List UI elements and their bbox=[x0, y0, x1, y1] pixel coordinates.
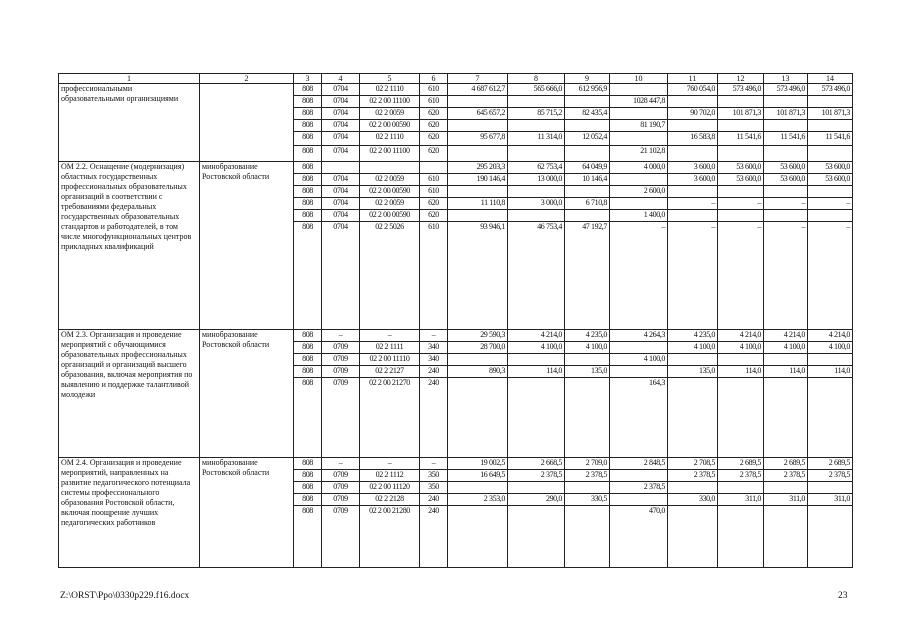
cell bbox=[508, 120, 565, 132]
cell: 311,0 bbox=[808, 494, 853, 506]
cell bbox=[448, 186, 508, 198]
cell: – bbox=[668, 198, 718, 210]
cell bbox=[610, 198, 668, 210]
cell: 760 054,0 bbox=[668, 84, 718, 96]
cell: 16 583,8 bbox=[668, 132, 718, 146]
cell bbox=[718, 354, 764, 366]
cell: 0704 bbox=[322, 174, 360, 186]
cell: 02 2 2128 bbox=[360, 494, 420, 506]
cell: 890,3 bbox=[448, 366, 508, 378]
cell bbox=[718, 378, 764, 458]
cell bbox=[448, 120, 508, 132]
cell: – bbox=[610, 222, 668, 330]
cell: 02 2 1111 bbox=[360, 342, 420, 354]
measure-name: профессиональными образовательными организациями bbox=[59, 84, 200, 162]
cell bbox=[508, 482, 565, 494]
cell bbox=[718, 482, 764, 494]
cell: 4 214,0 bbox=[718, 330, 764, 342]
cell bbox=[668, 482, 718, 494]
cell bbox=[764, 482, 808, 494]
cell bbox=[565, 506, 610, 568]
cell: 190 146,4 bbox=[448, 174, 508, 186]
cell: 620 bbox=[420, 198, 448, 210]
cell: – bbox=[764, 198, 808, 210]
cell bbox=[448, 354, 508, 366]
cell bbox=[808, 186, 853, 198]
cell: 114,0 bbox=[508, 366, 565, 378]
executor: минобразование Ростовской области bbox=[200, 458, 294, 568]
cell: 02 2 1110 bbox=[360, 84, 420, 96]
cell: 11 541,6 bbox=[718, 132, 764, 146]
cell: 808 bbox=[294, 174, 322, 186]
cell: – bbox=[322, 330, 360, 342]
cell: – bbox=[808, 198, 853, 210]
cell: 53 600,0 bbox=[718, 162, 764, 174]
cell: 16 649,5 bbox=[448, 470, 508, 482]
cell bbox=[448, 96, 508, 108]
cell: 620 bbox=[420, 210, 448, 222]
cell: 2 378,5 bbox=[808, 470, 853, 482]
cell: 2 378,5 bbox=[764, 470, 808, 482]
cell: 0709 bbox=[322, 378, 360, 458]
cell: 808 bbox=[294, 198, 322, 210]
cell: 2 689,5 bbox=[764, 458, 808, 470]
cell bbox=[668, 186, 718, 198]
cell bbox=[764, 506, 808, 568]
cell: 135,0 bbox=[565, 366, 610, 378]
column-header: 14 bbox=[808, 74, 853, 84]
cell bbox=[718, 146, 764, 162]
executor: минобразование Ростовской области bbox=[200, 162, 294, 330]
cell: 573 496,0 bbox=[718, 84, 764, 96]
cell: 3 600,0 bbox=[668, 162, 718, 174]
cell: 164,3 bbox=[610, 378, 668, 458]
cell bbox=[808, 378, 853, 458]
cell bbox=[764, 354, 808, 366]
cell: 82 435,4 bbox=[565, 108, 610, 120]
cell: 4 235,0 bbox=[668, 330, 718, 342]
cell bbox=[764, 210, 808, 222]
cell: 808 bbox=[294, 482, 322, 494]
cell: 2 378,5 bbox=[668, 470, 718, 482]
cell: 11 541,6 bbox=[808, 132, 853, 146]
cell: 0704 bbox=[322, 198, 360, 210]
cell: 02 2 00 21280 bbox=[360, 506, 420, 568]
cell bbox=[420, 162, 448, 174]
cell: 808 bbox=[294, 146, 322, 162]
cell: 2 848,5 bbox=[610, 458, 668, 470]
cell: 610 bbox=[420, 84, 448, 96]
measure-name: ОМ 2.3. Организация и проведение мероприятий с обучающимися образовательных профессиональных организаций и организаций высшего образования, включая мероприятия по выявлению и поддержке талантливой молодежи bbox=[59, 330, 200, 458]
cell bbox=[668, 120, 718, 132]
cell: 0704 bbox=[322, 186, 360, 198]
cell: 0709 bbox=[322, 342, 360, 354]
cell bbox=[448, 378, 508, 458]
cell: 11 314,0 bbox=[508, 132, 565, 146]
cell: 340 bbox=[420, 342, 448, 354]
cell: – bbox=[668, 222, 718, 330]
cell bbox=[610, 342, 668, 354]
cell bbox=[718, 186, 764, 198]
cell bbox=[764, 146, 808, 162]
cell: 101 871,3 bbox=[718, 108, 764, 120]
executor bbox=[200, 84, 294, 162]
cell: 02 2 00 00590 bbox=[360, 210, 420, 222]
cell bbox=[764, 186, 808, 198]
column-header: 2 bbox=[200, 74, 294, 84]
cell: 19 002,5 bbox=[448, 458, 508, 470]
cell: 0709 bbox=[322, 470, 360, 482]
measure-name: ОМ 2.2. Оснащение (модернизация) областных государственных профессиональных образовательных организаций в соответствии с требованиями федеральных государственных образовательных стандартов и работодателей, в том числе многофункциональных центров прикладных квалификаций bbox=[59, 162, 200, 330]
cell: 610 bbox=[420, 222, 448, 330]
cell bbox=[610, 132, 668, 146]
cell bbox=[565, 96, 610, 108]
cell: 1 400,0 bbox=[610, 210, 668, 222]
cell: 02 2 00 00590 bbox=[360, 186, 420, 198]
cell: – bbox=[764, 222, 808, 330]
cell bbox=[508, 186, 565, 198]
cell: 02 2 2127 bbox=[360, 366, 420, 378]
cell: 4 214,0 bbox=[764, 330, 808, 342]
cell bbox=[610, 84, 668, 96]
cell bbox=[764, 378, 808, 458]
cell: 620 bbox=[420, 132, 448, 146]
cell: 620 bbox=[420, 120, 448, 132]
column-header: 1 bbox=[59, 74, 200, 84]
cell: 4 214,0 bbox=[508, 330, 565, 342]
cell: 240 bbox=[420, 378, 448, 458]
cell: 02 2 00 11120 bbox=[360, 482, 420, 494]
cell: 808 bbox=[294, 108, 322, 120]
cell: 808 bbox=[294, 96, 322, 108]
cell bbox=[360, 162, 420, 174]
cell: 2 378,5 bbox=[718, 470, 764, 482]
cell: 620 bbox=[420, 146, 448, 162]
cell: 02 2 1110 bbox=[360, 132, 420, 146]
cell: 350 bbox=[420, 482, 448, 494]
cell bbox=[508, 506, 565, 568]
cell: 0709 bbox=[322, 506, 360, 568]
cell: 1028 447,8 bbox=[610, 96, 668, 108]
cell: – bbox=[420, 330, 448, 342]
column-header: 9 bbox=[565, 74, 610, 84]
cell bbox=[448, 506, 508, 568]
cell: 645 657,2 bbox=[448, 108, 508, 120]
cell bbox=[610, 470, 668, 482]
cell: 12 052,4 bbox=[565, 132, 610, 146]
cell: 808 bbox=[294, 186, 322, 198]
cell: 4 100,0 bbox=[668, 342, 718, 354]
cell bbox=[322, 162, 360, 174]
cell: – bbox=[360, 458, 420, 470]
cell: 0709 bbox=[322, 354, 360, 366]
cell: 90 702,0 bbox=[668, 108, 718, 120]
cell: 610 bbox=[420, 174, 448, 186]
cell bbox=[610, 494, 668, 506]
cell: 64 049,9 bbox=[565, 162, 610, 174]
cell: 0704 bbox=[322, 210, 360, 222]
cell bbox=[808, 482, 853, 494]
column-header: 11 bbox=[668, 74, 718, 84]
cell: 47 192,7 bbox=[565, 222, 610, 330]
cell: 53 600,0 bbox=[764, 162, 808, 174]
cell bbox=[668, 210, 718, 222]
cell: 470,0 bbox=[610, 506, 668, 568]
cell: 0704 bbox=[322, 84, 360, 96]
column-header: 12 bbox=[718, 74, 764, 84]
column-header: 10 bbox=[610, 74, 668, 84]
table-row bbox=[59, 458, 853, 470]
cell: 114,0 bbox=[808, 366, 853, 378]
column-header: 7 bbox=[448, 74, 508, 84]
column-header: 5 bbox=[360, 74, 420, 84]
cell: 808 bbox=[294, 366, 322, 378]
cell: 612 956,9 bbox=[565, 84, 610, 96]
cell: 620 bbox=[420, 108, 448, 120]
cell: 53 600,0 bbox=[808, 174, 853, 186]
cell: – bbox=[718, 222, 764, 330]
cell: 2 353,0 bbox=[448, 494, 508, 506]
file-path: Z:\ORST\Ppo\0330p229.f16.docx bbox=[60, 591, 190, 601]
cell: 13 000,0 bbox=[508, 174, 565, 186]
table-row bbox=[59, 162, 853, 174]
cell: 4 235,0 bbox=[565, 330, 610, 342]
cell bbox=[808, 146, 853, 162]
cell: 4 264,3 bbox=[610, 330, 668, 342]
cell bbox=[808, 506, 853, 568]
column-header: 8 bbox=[508, 74, 565, 84]
cell: – bbox=[360, 330, 420, 342]
cell bbox=[808, 210, 853, 222]
cell: 53 600,0 bbox=[808, 162, 853, 174]
page-number: 23 bbox=[838, 591, 848, 601]
cell: 2 708,5 bbox=[668, 458, 718, 470]
cell bbox=[508, 378, 565, 458]
cell: 295 203,3 bbox=[448, 162, 508, 174]
cell bbox=[448, 482, 508, 494]
column-header: 13 bbox=[764, 74, 808, 84]
cell: 2 709,0 bbox=[565, 458, 610, 470]
cell: 808 bbox=[294, 470, 322, 482]
cell: 350 bbox=[420, 470, 448, 482]
cell: 28 700,0 bbox=[448, 342, 508, 354]
cell bbox=[718, 120, 764, 132]
cell: 02 2 00 21270 bbox=[360, 378, 420, 458]
cell: 0704 bbox=[322, 132, 360, 146]
cell: 4 100,0 bbox=[718, 342, 764, 354]
measure-name: ОМ 2.4. Организация и проведение мероприятий, направленных на развитие педагогического потенциала системы профессионального образования Ростовской области, включая поощрение лучших педагогических работников bbox=[59, 458, 200, 568]
table-row bbox=[59, 84, 853, 96]
cell: 565 666,0 bbox=[508, 84, 565, 96]
column-header: 4 bbox=[322, 74, 360, 84]
cell: 808 bbox=[294, 458, 322, 470]
cell: 0709 bbox=[322, 482, 360, 494]
cell bbox=[610, 174, 668, 186]
cell bbox=[565, 378, 610, 458]
cell: 4 687 612,7 bbox=[448, 84, 508, 96]
cell bbox=[668, 96, 718, 108]
cell: 2 689,5 bbox=[808, 458, 853, 470]
cell: 610 bbox=[420, 186, 448, 198]
cell: 808 bbox=[294, 330, 322, 342]
budget-table bbox=[58, 73, 853, 568]
cell: 0704 bbox=[322, 222, 360, 330]
cell bbox=[565, 120, 610, 132]
cell: – bbox=[718, 198, 764, 210]
cell: 808 bbox=[294, 342, 322, 354]
cell: 93 946,1 bbox=[448, 222, 508, 330]
cell bbox=[668, 146, 718, 162]
cell bbox=[808, 96, 853, 108]
cell: 2 378,5 bbox=[565, 470, 610, 482]
cell bbox=[448, 210, 508, 222]
cell: 02 2 00 00590 bbox=[360, 120, 420, 132]
cell bbox=[565, 186, 610, 198]
cell: 101 871,3 bbox=[808, 108, 853, 120]
cell bbox=[718, 96, 764, 108]
cell: 11 541,6 bbox=[764, 132, 808, 146]
cell: 808 bbox=[294, 494, 322, 506]
cell: 573 496,0 bbox=[764, 84, 808, 96]
cell bbox=[565, 354, 610, 366]
cell: 4 100,0 bbox=[808, 342, 853, 354]
column-header: 3 bbox=[294, 74, 322, 84]
cell: 4 100,0 bbox=[764, 342, 808, 354]
cell bbox=[764, 120, 808, 132]
cell bbox=[718, 506, 764, 568]
cell: 4 214,0 bbox=[808, 330, 853, 342]
cell: 02 2 0059 bbox=[360, 198, 420, 210]
cell: 0709 bbox=[322, 366, 360, 378]
cell: – bbox=[808, 222, 853, 330]
cell: 808 bbox=[294, 354, 322, 366]
table-header-row bbox=[59, 74, 853, 84]
cell: 2 668,5 bbox=[508, 458, 565, 470]
cell bbox=[610, 108, 668, 120]
cell: 02 2 00 11100 bbox=[360, 96, 420, 108]
cell: 2 689,5 bbox=[718, 458, 764, 470]
cell: 02 2 0059 bbox=[360, 108, 420, 120]
cell: 4 000,0 bbox=[610, 162, 668, 174]
cell: 808 bbox=[294, 162, 322, 174]
cell bbox=[508, 210, 565, 222]
cell: 808 bbox=[294, 222, 322, 330]
cell: 85 715,2 bbox=[508, 108, 565, 120]
column-header: 6 bbox=[420, 74, 448, 84]
cell: 95 677,8 bbox=[448, 132, 508, 146]
cell: 29 590,3 bbox=[448, 330, 508, 342]
cell: 02 2 1112 bbox=[360, 470, 420, 482]
cell: 290,0 bbox=[508, 494, 565, 506]
cell bbox=[668, 378, 718, 458]
cell: 808 bbox=[294, 378, 322, 458]
table-row bbox=[59, 330, 853, 342]
cell: 808 bbox=[294, 132, 322, 146]
cell: 2 378,5 bbox=[610, 482, 668, 494]
cell bbox=[808, 120, 853, 132]
cell: 3 600,0 bbox=[668, 174, 718, 186]
cell bbox=[764, 96, 808, 108]
cell: 53 600,0 bbox=[764, 174, 808, 186]
cell: 135,0 bbox=[668, 366, 718, 378]
cell: 81 190,7 bbox=[610, 120, 668, 132]
cell: 0704 bbox=[322, 96, 360, 108]
cell: 573 496,0 bbox=[808, 84, 853, 96]
cell: 21 102,8 bbox=[610, 146, 668, 162]
cell: 02 2 0059 bbox=[360, 174, 420, 186]
cell: 02 2 5026 bbox=[360, 222, 420, 330]
cell: 2 378,5 bbox=[508, 470, 565, 482]
cell: – bbox=[322, 458, 360, 470]
cell: 240 bbox=[420, 494, 448, 506]
cell: 240 bbox=[420, 366, 448, 378]
cell: 240 bbox=[420, 506, 448, 568]
cell: 0704 bbox=[322, 120, 360, 132]
cell: 101 871,3 bbox=[764, 108, 808, 120]
cell: – bbox=[420, 458, 448, 470]
cell: 62 753,4 bbox=[508, 162, 565, 174]
cell: 0704 bbox=[322, 108, 360, 120]
cell bbox=[610, 366, 668, 378]
cell: 311,0 bbox=[718, 494, 764, 506]
cell bbox=[565, 146, 610, 162]
cell: 311,0 bbox=[764, 494, 808, 506]
cell bbox=[718, 210, 764, 222]
cell bbox=[508, 354, 565, 366]
executor: минобразование Ростовской области bbox=[200, 330, 294, 458]
cell: 2 600,0 bbox=[610, 186, 668, 198]
cell: 808 bbox=[294, 210, 322, 222]
cell bbox=[668, 354, 718, 366]
cell: 6 710,8 bbox=[565, 198, 610, 210]
cell: 808 bbox=[294, 506, 322, 568]
cell: 808 bbox=[294, 120, 322, 132]
cell bbox=[508, 146, 565, 162]
cell: 330,5 bbox=[565, 494, 610, 506]
cell bbox=[448, 146, 508, 162]
cell bbox=[565, 210, 610, 222]
cell bbox=[565, 482, 610, 494]
cell: 610 bbox=[420, 96, 448, 108]
cell: 808 bbox=[294, 84, 322, 96]
cell: 10 146,4 bbox=[565, 174, 610, 186]
cell: 330,0 bbox=[668, 494, 718, 506]
cell: 114,0 bbox=[764, 366, 808, 378]
cell bbox=[668, 506, 718, 568]
cell: 02 2 00 11100 bbox=[360, 146, 420, 162]
cell bbox=[808, 354, 853, 366]
cell: 4 100,0 bbox=[610, 354, 668, 366]
cell: 46 753,4 bbox=[508, 222, 565, 330]
cell: 3 000,0 bbox=[508, 198, 565, 210]
cell: 11 110,8 bbox=[448, 198, 508, 210]
cell: 340 bbox=[420, 354, 448, 366]
cell: 114,0 bbox=[718, 366, 764, 378]
cell: 53 600,0 bbox=[718, 174, 764, 186]
cell: 4 100,0 bbox=[508, 342, 565, 354]
cell: 4 100,0 bbox=[565, 342, 610, 354]
cell: 02 2 00 11110 bbox=[360, 354, 420, 366]
cell bbox=[508, 96, 565, 108]
cell: 0709 bbox=[322, 494, 360, 506]
cell: 0704 bbox=[322, 146, 360, 162]
